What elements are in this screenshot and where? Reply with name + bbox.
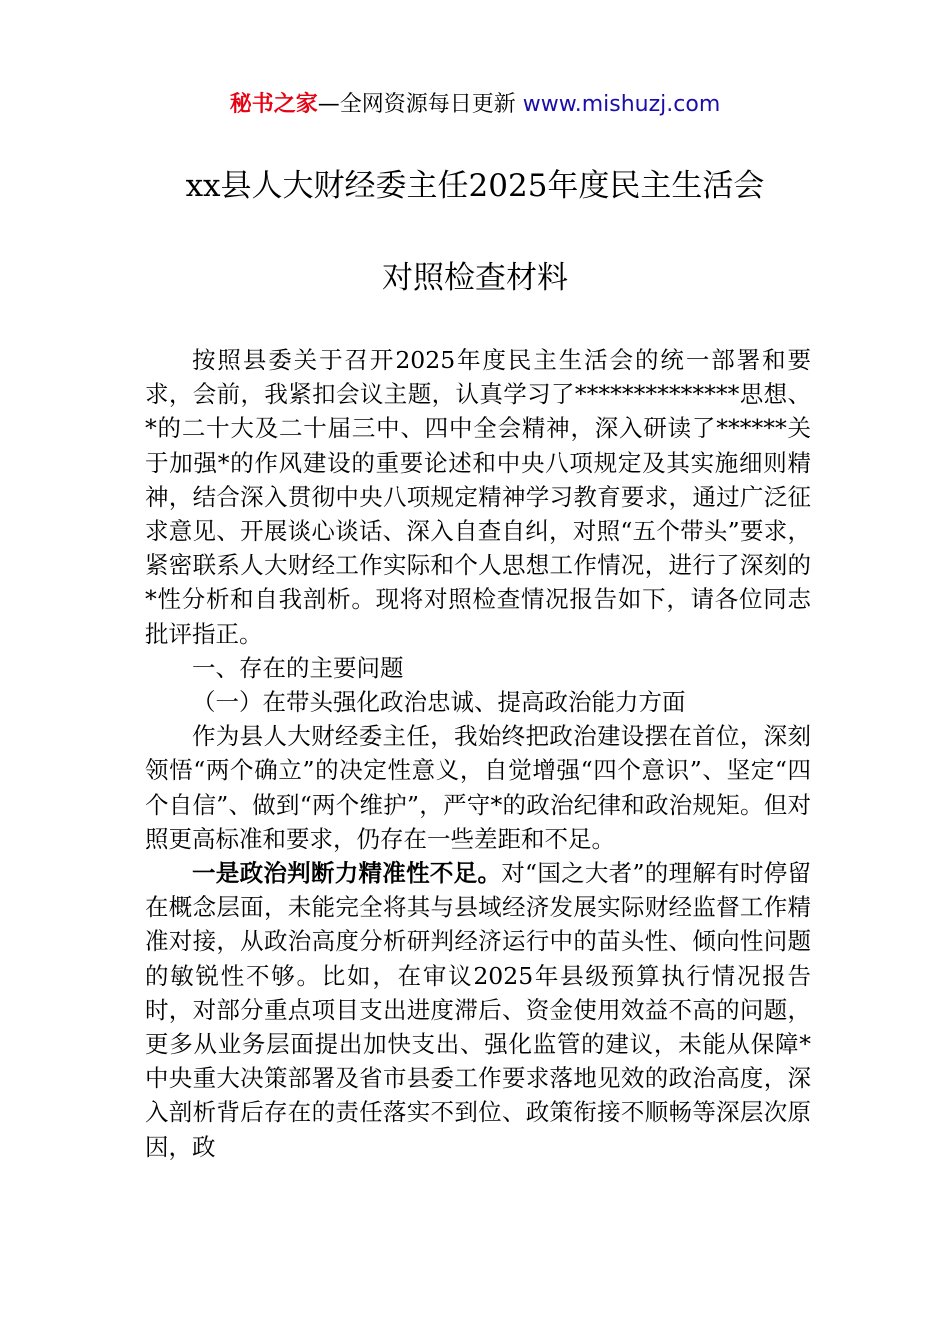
brand-name: 秘书之家 [229,92,318,117]
paragraph-intro: 按照县委关于召开2025年度民主生活会的统一部署和要求，会前，我紧扣会议主题，认真学习了**************思想、*的二十大及二十届三中、四中全会精神，深入研读了******关于加强*的作风建设的重要论述和中央八项规定及其实施细则精神，结合深入贯彻中央八项规定精神学习教育要求，通过广泛征求意见、开展谈心谈话、深入自查自纠，对照“五个带头”要求，紧密联系人大财经工作实际和个人思想工作情况，进行了深刻的*性分析和自我剖析。现将对照检查情况报告如下，请各位同志批评指正。 [145,346,811,648]
document-title-line-1: xx县人大财经委主任2025年度民主生活会 [185,168,765,204]
document-body [145,343,811,1164]
site-url-link[interactable]: www.mishuzj.com [515,92,721,117]
banner-slogan: —全网资源每日更新 [317,92,516,117]
issue-1-text: 对“国之大者”的理解有时停留在概念层面，未能完全将其与县域经济发展实际财经监督工作精准对接，从政治高度分析研判经济运行中的苗头性、倾向性问题的敏锐性不够。比如，在审议2025年县级预算执行情况报告时，对部分重点项目支出进度滞后、资金使用效益不高的问题，更多从业务层面提出加快支出、强化监管的建议，未能从保障*中央重大决策部署及省市县委工作要求落地见效的政治高度，深入剖析背后存在的责任落实不到位、政策衔接不顺畅等深层次原因，政 [145,859,811,1161]
section-heading: 一、存在的主要问题 [192,653,404,682]
paragraph-overview: 作为县人大财经委主任，我始终把政治建设摆在首位，深刻领悟“两个确立”的决定性意义，自觉增强“四个意识”、坚定“四个自信”、做到“两个维护”，严守*的政治纪律和政治规矩。但对照更高标准和要求，仍存在一些差距和不足。 [145,722,811,853]
site-banner [0,88,950,122]
paragraph-issue-1 [145,856,811,1164]
document-title-line-2: 对照检查材料 [382,260,568,296]
issue-1-lead: 一是政治判断力精准性不足。 [192,859,502,888]
subsection-heading: （一）在带头强化政治忠诚、提高政治能力方面 [192,688,686,717]
